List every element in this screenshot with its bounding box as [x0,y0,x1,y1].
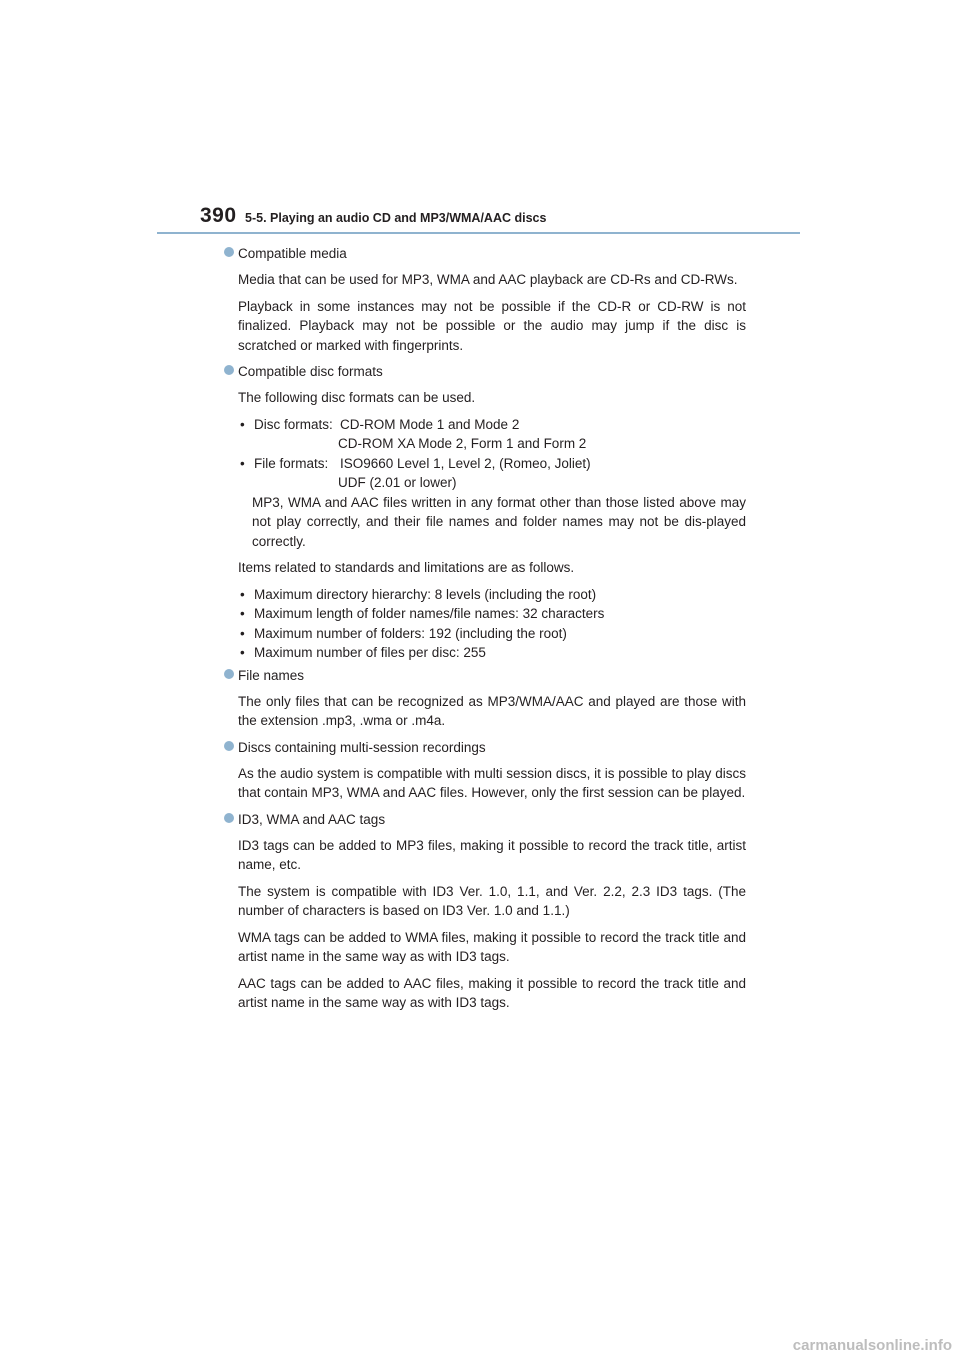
format-label: File formats: [254,455,329,471]
bullet-dot-icon [224,247,234,257]
format-value: ISO9660 Level 1, Level 2, (Romeo, Joliet) [340,455,591,471]
page-header [0,204,960,234]
watermark: carmanualsonline.info [792,1337,952,1354]
bullet-dot-icon [224,669,234,679]
paragraph: Media that can be used for MP3, WMA and AAC playback are CD-Rs and CD-RWs. [238,272,738,287]
format-label: Disc formats: [254,416,333,432]
paragraph: WMA tags can be added to WMA files, making it possible to record the track title and artist name in the same way as with ID3 tags. [238,929,746,964]
heading-disc-formats: Compatible disc formats [224,362,746,381]
format-list [224,415,746,493]
list-item: • Maximum length of folder names/file names: 32 characters [240,606,605,621]
heading-tags: ID3, WMA and AAC tags [224,810,746,829]
bullet-dot-icon [224,813,234,823]
page-content [224,244,746,1020]
heading-multi-session: Discs containing multi-session recordings [224,738,746,757]
bullet-dot-icon [224,365,234,375]
header-rule [157,232,800,234]
format-value: CD-ROM XA Mode 2, Form 1 and Form 2 [338,436,587,451]
paragraph: AAC tags can be added to AAC files, making it possible to record the track title and artist name in the same way as with ID3 tags. [238,975,746,1010]
paragraph: As the audio system is compatible with multi session discs, it is possible to play discs that contain MP3, WMA and AAC files. However, only the first session can be played. [238,765,746,800]
list-item: • Maximum number of folders: 192 (including the root) [240,625,567,641]
page-number: 390 [200,204,237,227]
paragraph: The only files that can be recognized as MP3/WMA/AAC and played are those with the extension .mp3, .wma or .m4a. [238,693,746,728]
paragraph: The following disc formats can be used. [238,390,476,405]
format-value: CD-ROM Mode 1 and Mode 2 [340,416,520,432]
bullet-dot-icon [224,741,234,751]
heading-file-names: File names [224,666,746,685]
section-title: 5-5. Playing an audio CD and MP3/WMA/AAC discs [245,211,547,225]
paragraph: Playback in some instances may not be possible if the CD-R or CD-RW is not finalized. Playback may not be possible or the audio may jump if the disc is scratched or marked with fingerprints. [238,298,746,353]
paragraph: The system is compatible with ID3 Ver. 1.0, 1.1, and Ver. 2.2, 2.3 ID3 tags. (The number of characters is based on ID3 Ver. 1.0 and 1.1.) [238,883,746,918]
paragraph: Items related to standards and limitations are as follows. [238,560,575,575]
heading-compatible-media: Compatible media [224,244,746,263]
format-note: MP3, WMA and AAC files written in any format other than those listed above may not play correctly, and their file names and folder names may not be dis-played correctly. [252,494,746,549]
list-item: • Maximum directory hierarchy: 8 levels (including the root) [240,586,597,602]
list-item: • Maximum number of files per disc: 255 [240,645,486,660]
limits-list [224,585,746,663]
format-item: • File formats: ISO9660 Level 1, Level 2, (Romeo, Joliet) [238,454,746,474]
format-item: • Disc formats: CD-ROM Mode 1 and Mode 2 [238,415,746,435]
format-value: UDF (2.01 or lower) [338,475,457,490]
paragraph: ID3 tags can be added to MP3 files, making it possible to record the track title, artist name, etc. [238,837,746,872]
